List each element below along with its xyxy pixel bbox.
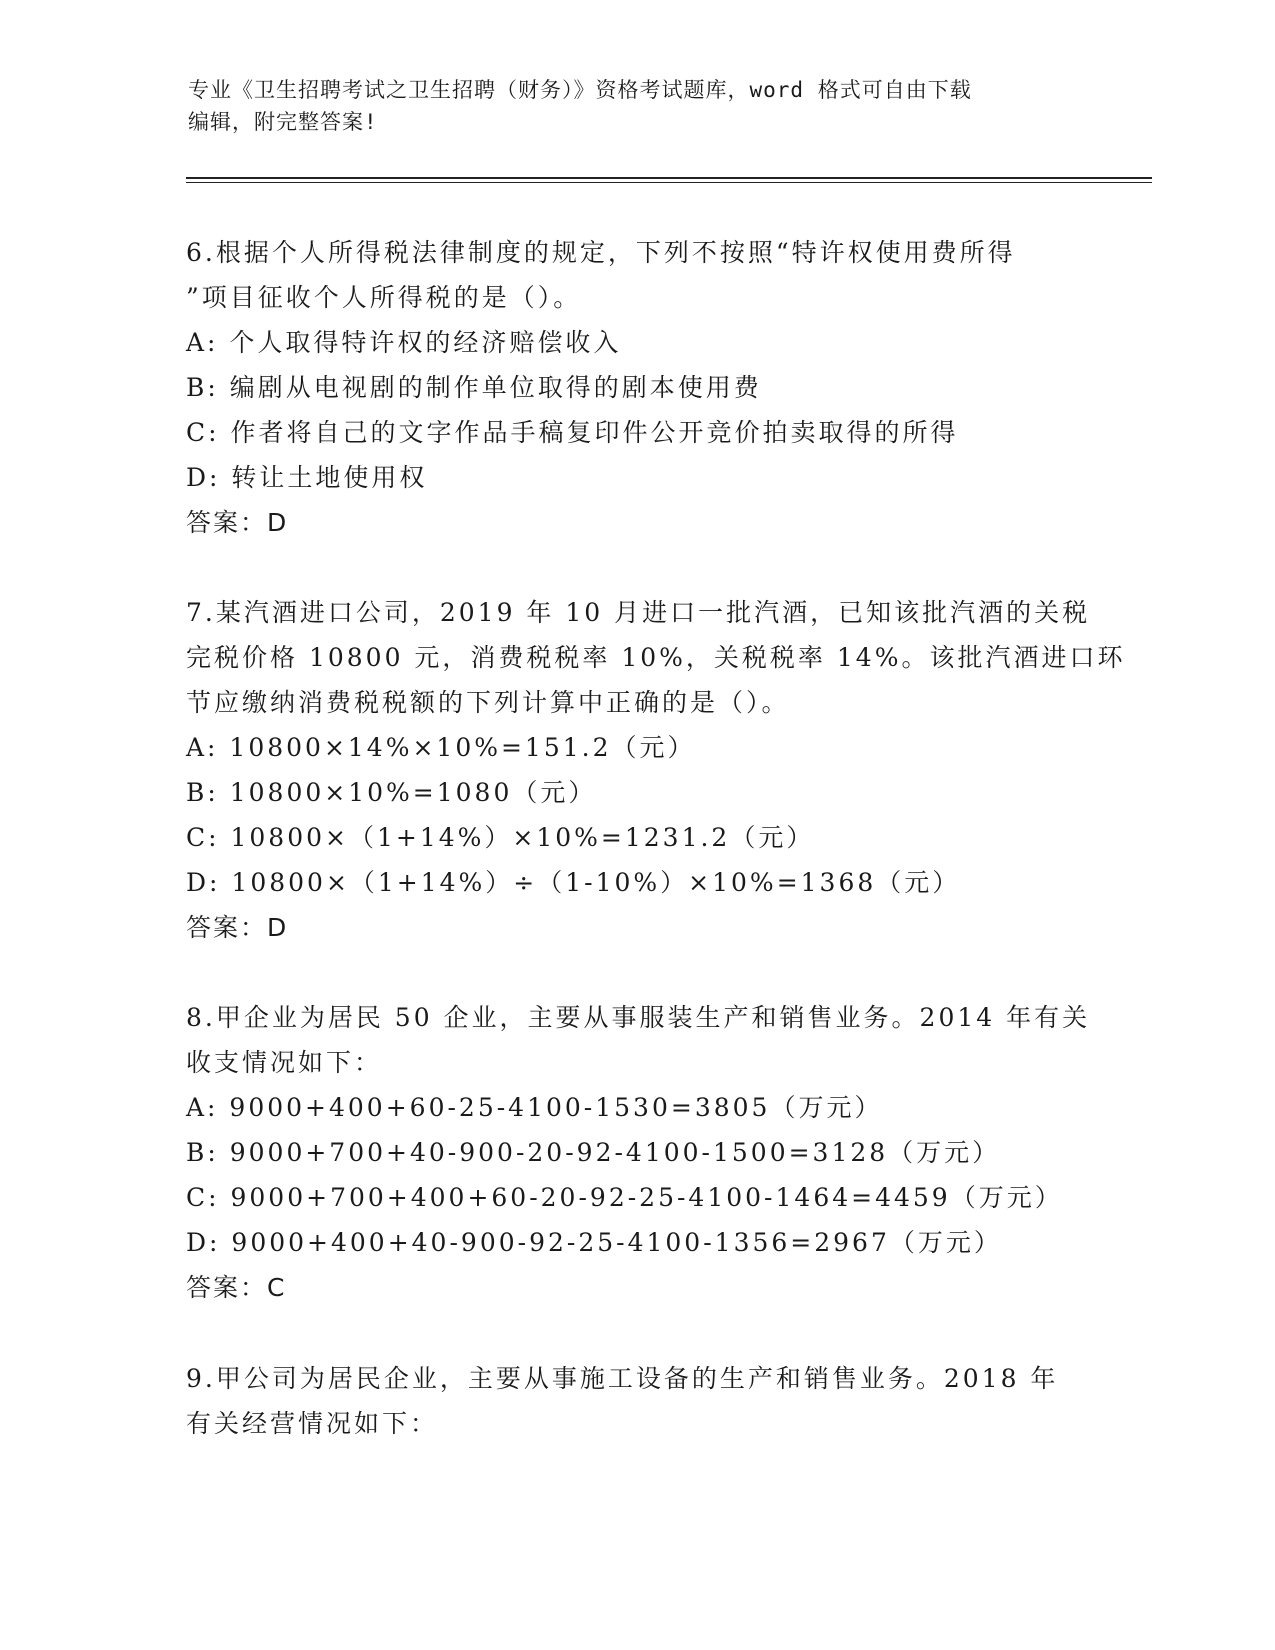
question-8-option-d: D: 9000+400+40-900-92-25-4100-1356=2967（万元） [186,1228,1002,1257]
question-6-stem-line-1: 6.根据个人所得税法律制度的规定，下列不按照“特许权使用费所得 [186,238,1016,267]
question-6-option-d: D: 转让土地使用权 [186,463,428,492]
question-6-option-c: C: 作者将自己的文字作品手稿复印件公开竞价拍卖取得的所得 [186,418,959,447]
question-7-option-b: B: 10800×10%=1080（元） [186,778,597,807]
question-8-option-b: B: 9000+700+40-900-20-92-4100-1500=3128（万元） [186,1138,1001,1167]
header-line-2: 编辑，附完整答案! [188,110,378,134]
question-9-stem-line-2: 有关经营情况如下： [186,1409,439,1438]
question-8-stem-line-2: 收支情况如下： [186,1048,383,1077]
question-9-stem-line-1: 9.甲公司为居民企业，主要从事施工设备的生产和销售业务。2018 年 [186,1364,1059,1393]
question-8-option-a: A: 9000+400+60-25-4100-1530=3805（万元） [186,1093,883,1122]
question-7-option-a: A: 10800×14%×10%=151.2（元） [186,733,696,762]
question-6-answer: 答案：D [186,508,289,537]
question-8-answer: 答案：C [186,1273,287,1302]
question-7-stem-line-1: 7.某汽酒进口公司，2019 年 10 月进口一批汽酒，已知该批汽酒的关税 [186,598,1091,627]
question-8-option-c: C: 9000+700+400+60-20-92-25-4100-1464=4459（万元） [186,1183,1063,1212]
header-divider-thick [186,177,1152,179]
question-7-stem-line-2: 完税价格 10800 元，消费税税率 10%，关税税率 14%。该批汽酒进口环 [186,643,1126,672]
question-6-option-b: B: 编剧从电视剧的制作单位取得的剧本使用费 [186,373,762,402]
question-6-stem-line-2: ”项目征收个人所得税的是（）。 [186,283,582,312]
question-6-option-a: A: 个人取得特许权的经济赔偿收入 [186,328,622,357]
question-7-option-c: C: 10800×（1+14%）×10%=1231.2（元） [186,823,815,852]
question-7-answer: 答案：D [186,913,289,942]
header-line-1: 专业《卫生招聘考试之卫生招聘（财务）》资格考试题库，word 格式可自由下载 [188,78,972,102]
header-divider-thin [186,182,1152,183]
question-7-option-d: D: 10800×（1+14%）÷（1-10%）×10%=1368（元） [186,868,961,897]
question-8-stem-line-1: 8.甲企业为居民 50 企业，主要从事服装生产和销售业务。2014 年有关 [186,1003,1091,1032]
question-7-stem-line-3: 节应缴纳消费税税额的下列计算中正确的是（）。 [186,688,790,717]
document-header [188,74,1088,138]
